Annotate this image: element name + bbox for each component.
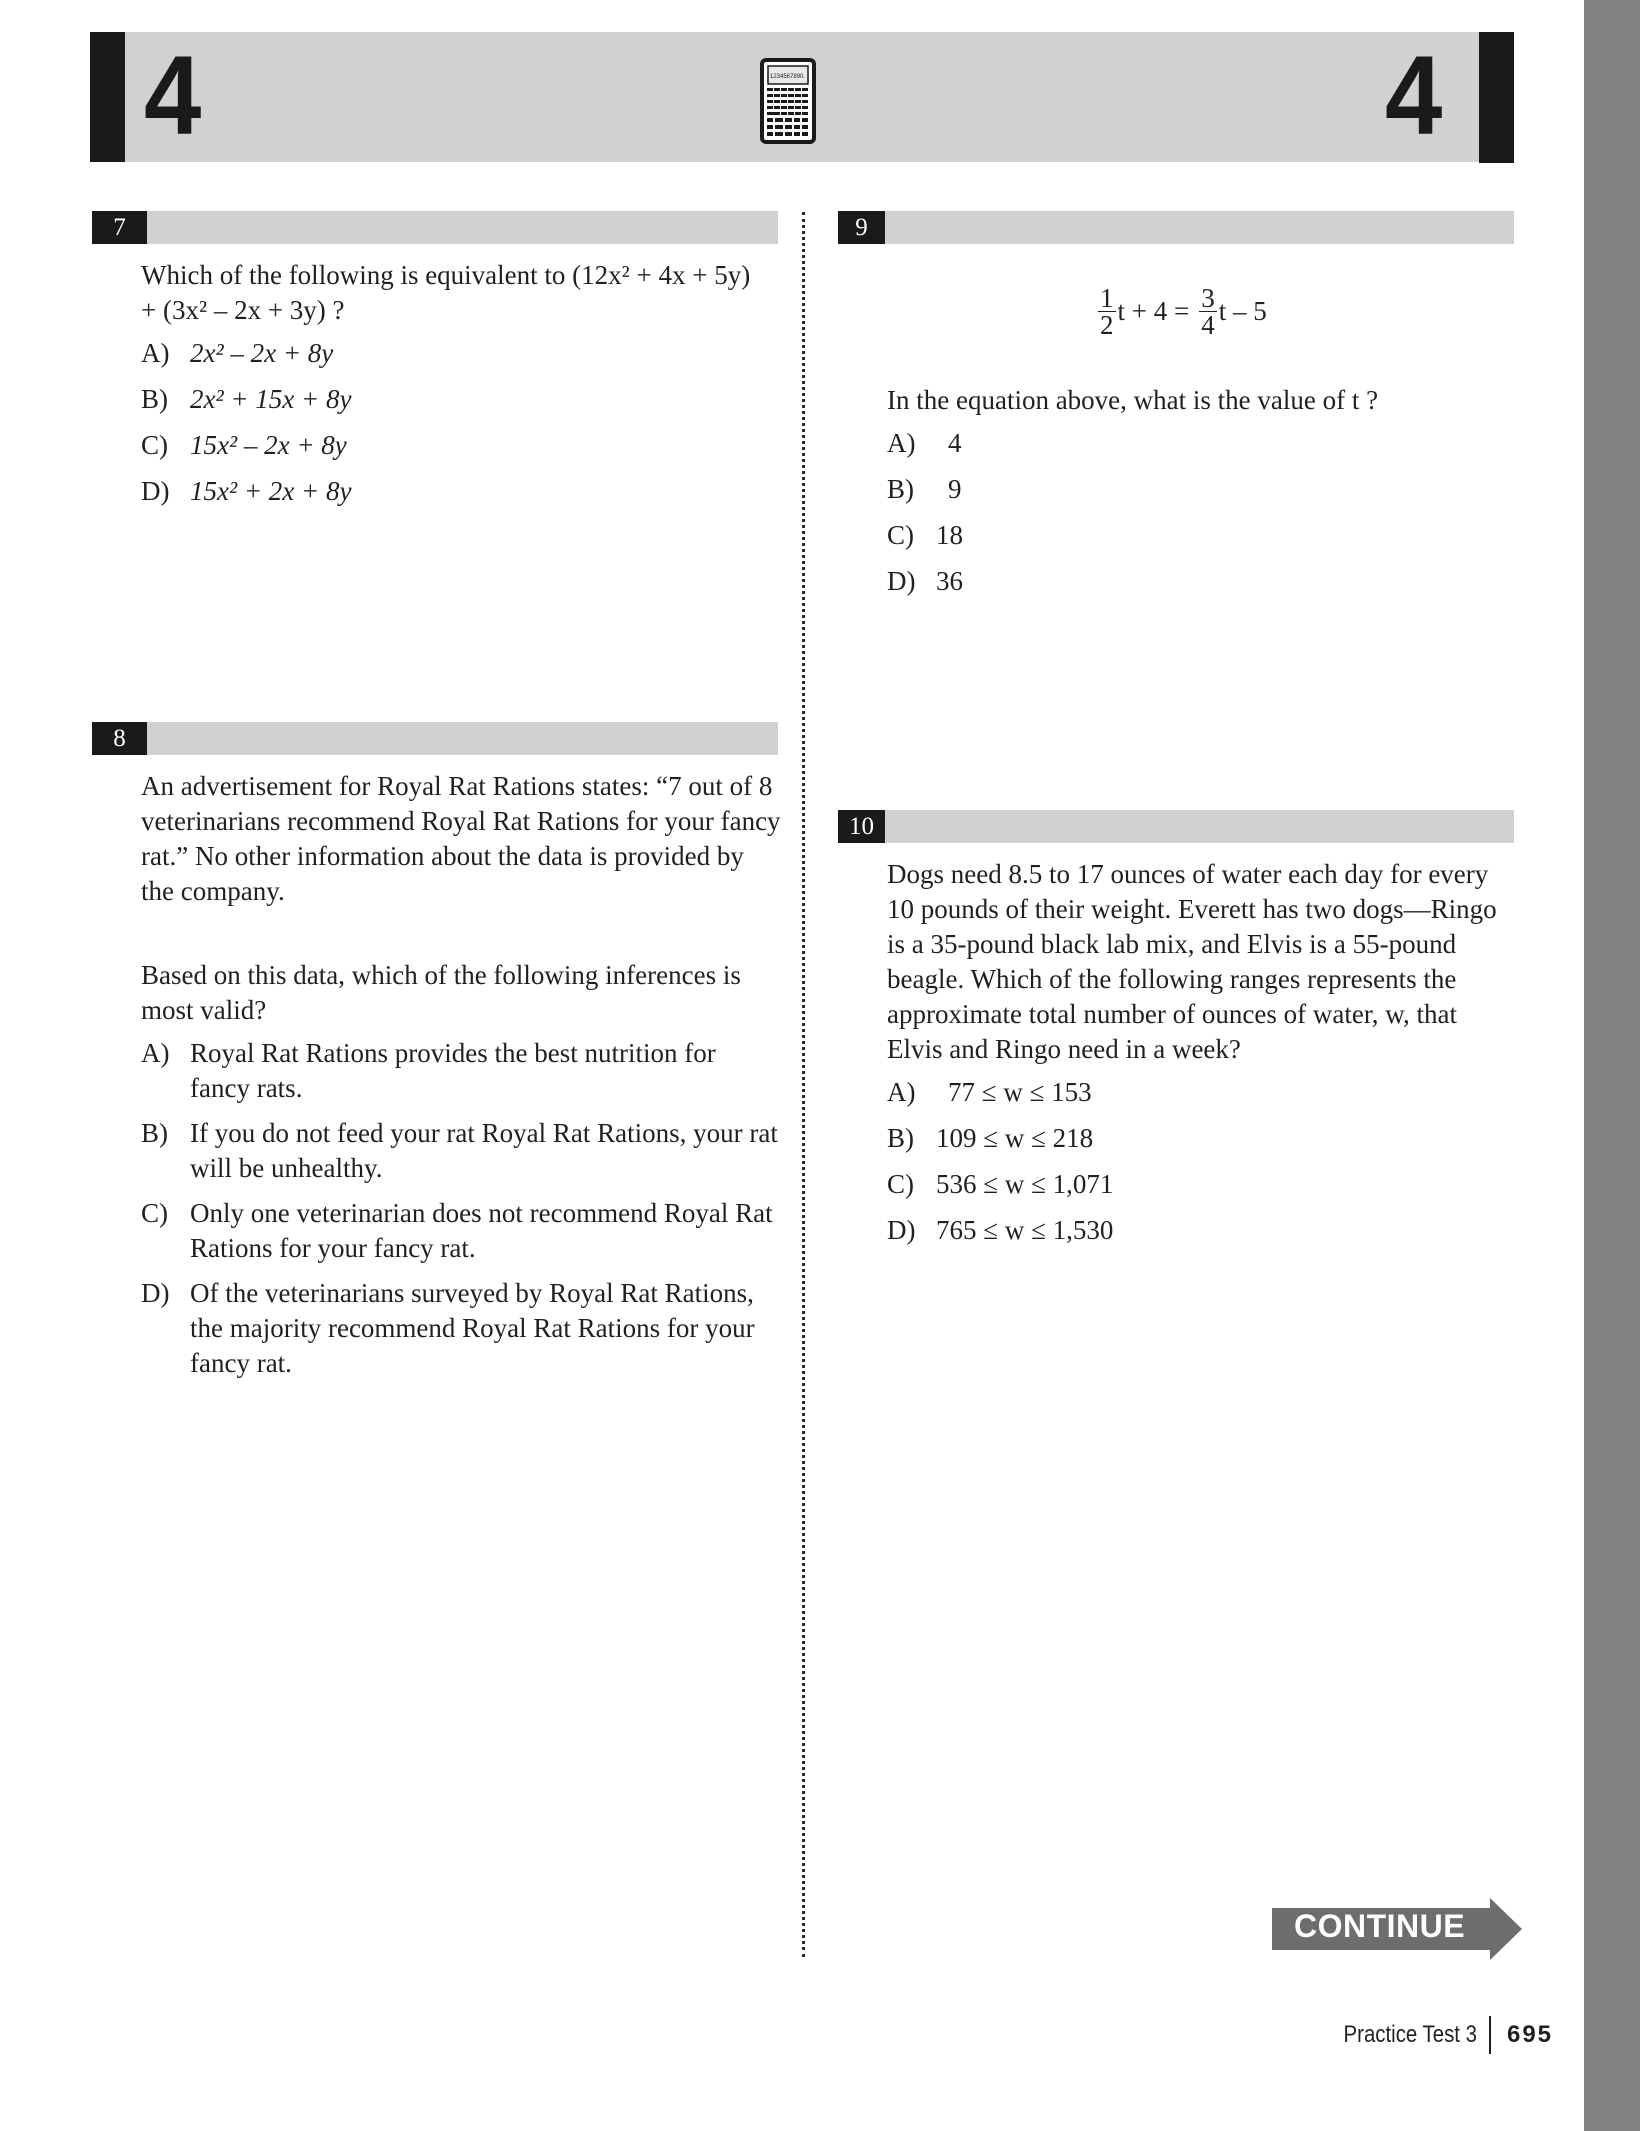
choice-c[interactable]: C) 18: [887, 520, 963, 550]
choice-b[interactable]: B) 109 ≤ w ≤ 218: [887, 1123, 1094, 1153]
question-9-number: 9: [838, 211, 885, 244]
equation-middle: t + 4 =: [1117, 296, 1190, 326]
choice-d[interactable]: D) 765 ≤ w ≤ 1,530: [887, 1215, 1114, 1245]
continue-button[interactable]: [1272, 1898, 1522, 1960]
page-footer: [1320, 2016, 1553, 2054]
section-number-left: 4: [144, 33, 202, 158]
choice-a[interactable]: A) 77 ≤ w ≤ 153: [887, 1077, 1092, 1107]
choice-a[interactable]: A) 4: [887, 428, 962, 458]
question-8-bar: [92, 722, 778, 755]
question-9-stem: In the equation above, what is the value of t ?: [887, 385, 1379, 415]
question-9-choices: [887, 426, 1507, 610]
choice-c[interactable]: C) Only one veterinarian does not recommend Royal Rat Rations for your fancy rat.: [141, 1198, 773, 1263]
question-9-equation: [1098, 285, 1267, 338]
question-7-bar: [92, 211, 778, 244]
choice-a[interactable]: A) 2x² – 2x + 8y: [141, 338, 334, 368]
choice-c[interactable]: C) 15x² – 2x + 8y: [141, 430, 347, 460]
question-8-passage: An advertisement for Royal Rat Rations states: “7 out of 8 veterinarians recommend Royal Rat Rations for your fancy rat.” No other information about the data is provided by the company.: [141, 771, 781, 906]
question-8-choices: [141, 1036, 781, 1381]
fraction-right: $\frac{3}{4}$: [1201, 283, 1215, 340]
header-bar-right: [1479, 32, 1514, 163]
section-number-right: 4: [1385, 33, 1443, 158]
question-7-choices: [141, 336, 781, 520]
question-7: [141, 258, 781, 520]
calculator-icon: [760, 58, 816, 144]
question-10-bar: [838, 810, 1514, 843]
footer-title: Practice Test 3: [1343, 2021, 1477, 2048]
column-divider: [802, 212, 805, 1957]
question-9-bar: [838, 211, 1514, 244]
choice-b[interactable]: B) 2x² + 15x + 8y: [141, 384, 352, 414]
fraction-left: $\frac{1}{2}$: [1100, 283, 1114, 340]
choice-d[interactable]: D) 36: [887, 566, 963, 596]
page-number: 695: [1506, 2021, 1554, 2048]
question-10-stem: Dogs need 8.5 to 17 ounces of water each day for every 10 pounds of their weight. Everett has two dogs—Ringo is a 35-pound black lab mix, and Elvis is a 55-pound beagle. Which of the following ranges represents the approximate total number of ounces of water, w, that Elvis and Ringo need in a week?: [887, 859, 1497, 1064]
question-10: [887, 857, 1512, 1259]
question-7-number: 7: [92, 211, 147, 244]
choice-b[interactable]: B) 9: [887, 474, 962, 504]
footer-separator: [1489, 2016, 1491, 2054]
question-10-number: 10: [838, 810, 885, 843]
svg-text:1234567890.: 1234567890.: [770, 74, 806, 80]
question-8-number: 8: [92, 722, 147, 755]
side-tab: [1584, 0, 1640, 2131]
question-10-choices: [887, 1075, 1512, 1259]
question-8: [141, 769, 781, 1391]
question-7-stem-line2: + (3x² – 2x + 3y) ?: [141, 295, 345, 325]
question-7-stem-line1: Which of the following is equivalent to (12x² + 4x + 5y): [141, 260, 751, 290]
choice-b[interactable]: B) If you do not feed your rat Royal Rat Rations, your rat will be unhealthy.: [141, 1118, 778, 1183]
question-8-stem: Based on this data, which of the following inferences is most valid?: [141, 960, 741, 1025]
choice-c[interactable]: C) 536 ≤ w ≤ 1,071: [887, 1169, 1114, 1199]
choice-d[interactable]: D) 15x² + 2x + 8y: [141, 476, 352, 506]
question-9: [887, 383, 1507, 610]
continue-label: CONTINUE: [1294, 1908, 1466, 1944]
choice-d[interactable]: D) Of the veterinarians surveyed by Royal Rat Rations, the majority recommend Royal Rat Rations for your fancy rat.: [141, 1278, 755, 1378]
equation-end: t – 5: [1218, 296, 1267, 326]
choice-a[interactable]: A) Royal Rat Rations provides the best nutrition for fancy rats.: [141, 1038, 716, 1103]
header-bar-left: [90, 32, 125, 162]
